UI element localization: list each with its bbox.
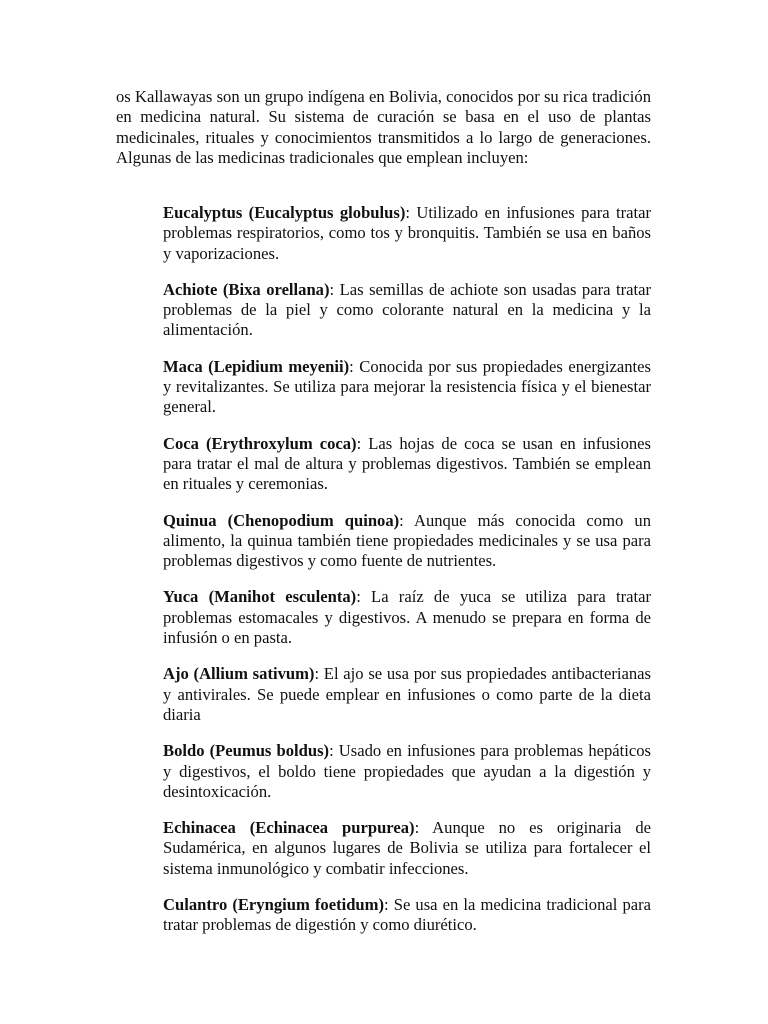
medicine-term: Culantro (Eryngium foetidum) [163, 895, 385, 915]
medicine-term: Maca (Lepidium meyenii) [163, 356, 350, 376]
medicine-term: Ajo (Allium sativum) [163, 664, 315, 684]
medicine-term: Eucalyptus (Eucalyptus globulus) [163, 203, 406, 222]
medicine-term: Achiote (Bixa orellana) [163, 279, 330, 299]
medicine-description: : Aunque más conocida como un alimento, la quinua también tiene propiedades medicinales y se usa para problemas digestivos y como fuente de nutrientes. [163, 510, 651, 571]
medicine-item-yuca [163, 587, 651, 648]
medicine-description: : Las hojas de coca se usan en infusiones para tratar el mal de altura y problemas digestivos. También se emplean en rituales y ceremonias. [163, 433, 652, 494]
medicine-item-culantro [163, 895, 651, 936]
medicine-item-ajo [163, 664, 651, 725]
medicine-term: Boldo (Peumus boldus) [163, 741, 330, 761]
medicine-item-eucalyptus [163, 203, 651, 264]
medicine-description: : Se usa en la medicina tradicional para tratar problemas de digestión y como diurético. [163, 895, 651, 935]
intro-paragraph: os Kallawayas son un grupo indígena en Bolivia, conocidos por su rica tradición en medicina natural. Su sistema de curación se basa en el uso de plantas medicinales, rituales y conocimientos transmitidos a lo largo de generaciones. Algunas de las medicinas tradicionales que emplean incluyen: [116, 87, 651, 167]
medicine-description: : Utilizado en infusiones para tratar problemas respiratorios, como tos y bronquitis. También se usa en baños y vaporizaciones. [163, 203, 651, 263]
medicine-item-boldo [163, 741, 651, 802]
medicine-item-maca [163, 357, 651, 418]
medicine-term: Yuca (Manihot esculenta) [163, 587, 357, 607]
medicine-term: Echinacea (Echinacea purpurea) [163, 818, 415, 838]
medicine-item-coca [163, 434, 651, 495]
medicine-description: : El ajo se usa por sus propiedades antibacterianas y antivirales. Se puede emplear en infusiones o como parte de la dieta diaria [163, 664, 651, 724]
medicine-term: Quinua (Chenopodium quinoa) [163, 510, 400, 530]
medicine-description: : Usado en infusiones para problemas hepáticos y digestivos, el boldo tiene propiedades que ayudan a la digestión y desintoxicación. [163, 741, 651, 801]
medicine-description: : Aunque no es originaria de Sudamérica, en algunos lugares de Bolivia se utiliza para fortalecer el sistema inmunológico y combatir infecciones. [163, 818, 651, 878]
medicine-item-echinacea [163, 818, 651, 879]
medicine-term: Coca (Erythroxylum coca) [163, 433, 357, 453]
medicine-description: : Conocida por sus propiedades energizantes y revitalizantes. Se utiliza para mejorar la resistencia física y el bienestar general. [163, 356, 651, 417]
medicine-description: : Las semillas de achiote son usadas para tratar problemas de la piel y como colorante natural en la medicina y la alimentación. [163, 279, 651, 340]
medicine-list [163, 203, 651, 952]
medicine-description: : La raíz de yuca se utiliza para tratar problemas estomacales y digestivos. A menudo se prepara en forma de infusión o en pasta. [163, 587, 652, 648]
medicine-item-quinua [163, 511, 651, 572]
medicine-item-achiote [163, 280, 651, 341]
